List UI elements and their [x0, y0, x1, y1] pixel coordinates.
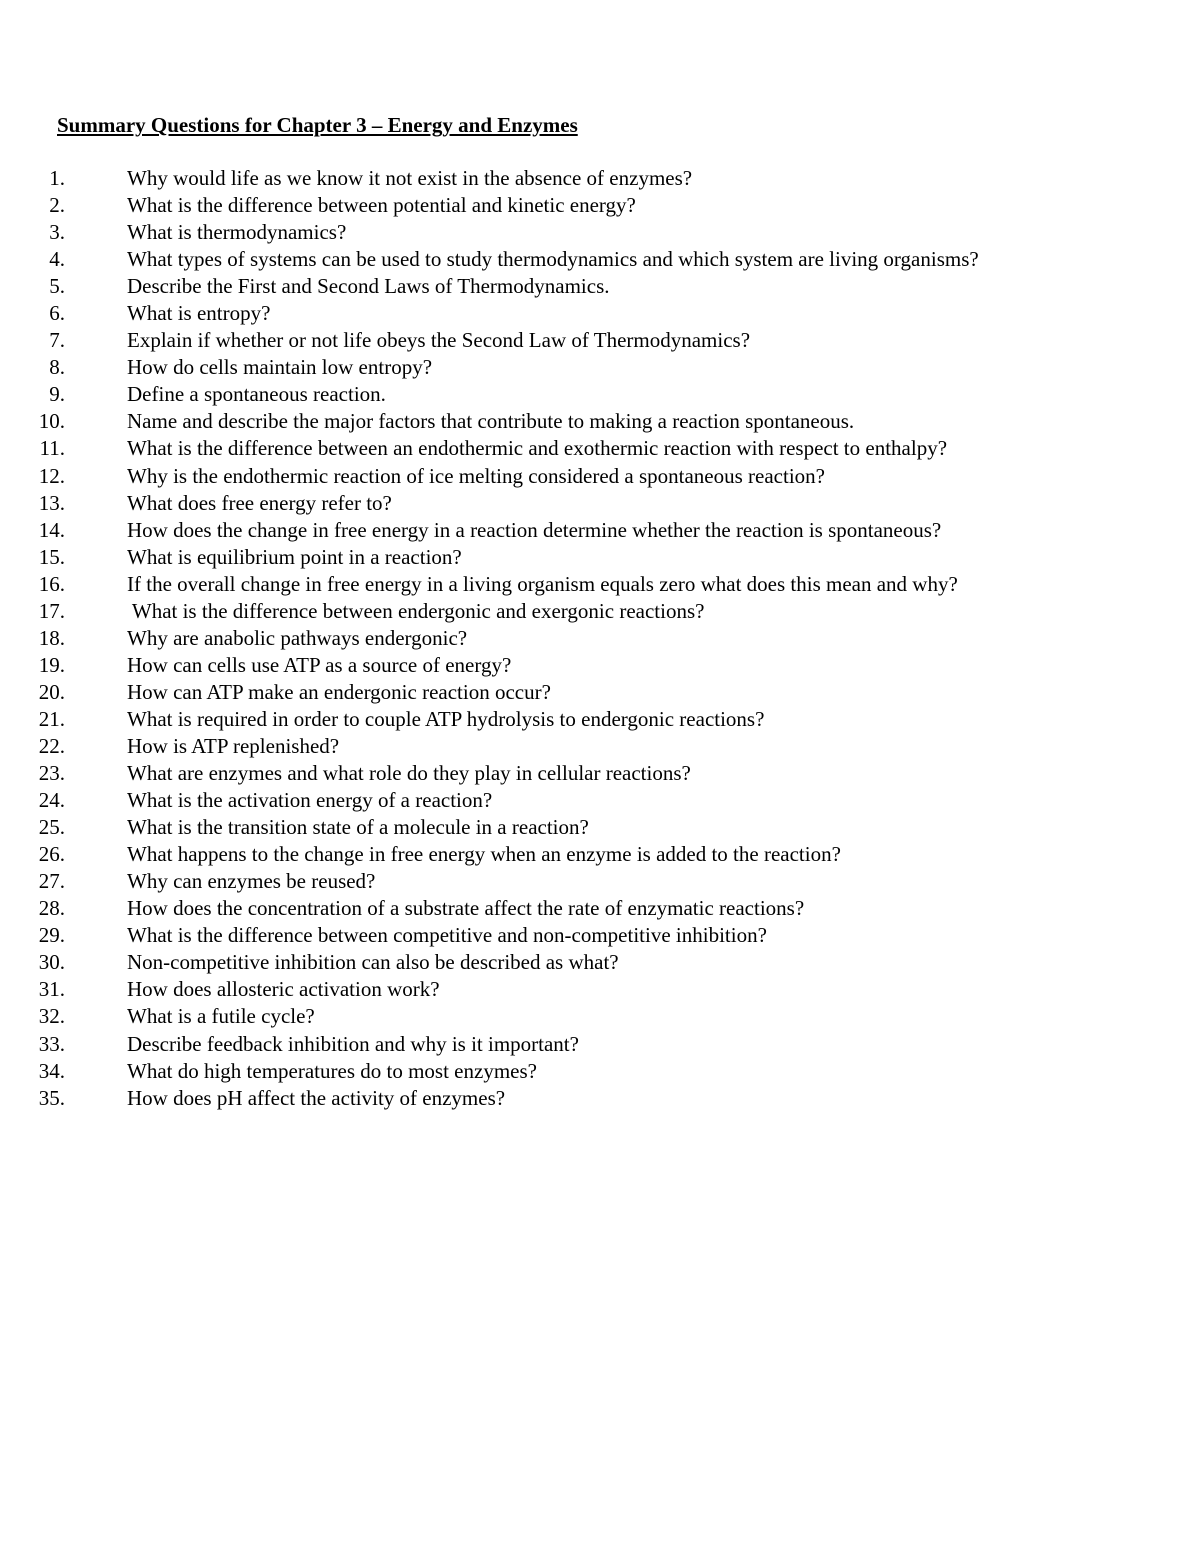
- question-number: 17.: [38, 598, 65, 623]
- question-number: 12.: [38, 463, 65, 488]
- question-text: Why would life as we know it not exist in the absence of enzymes?: [127, 166, 693, 190]
- list-item: [0, 435, 1150, 462]
- question-number: 27.: [38, 869, 65, 894]
- question-text: What is a futile cycle?: [127, 1004, 315, 1029]
- list-item: [0, 787, 1150, 814]
- list-item: [0, 354, 1150, 381]
- question-text: What is the difference between endergonic and exergonic reactions?: [127, 598, 705, 623]
- question-number: 29.: [38, 923, 65, 948]
- question-text: What is the transition state of a molecule in a reaction?: [127, 815, 589, 840]
- question-text: How does pH affect the activity of enzymes?: [127, 1085, 506, 1110]
- question-text: What happens to the change in free energy when an enzyme is added to the reaction?: [127, 842, 841, 867]
- question-text: If the overall change in free energy in a living organism equals zero what does this mean and why?: [127, 571, 958, 596]
- question-number: 15.: [38, 544, 65, 569]
- question-number: 14.: [38, 517, 65, 542]
- question-number: 10.: [38, 409, 65, 434]
- list-item: [0, 841, 1150, 868]
- list-item: [0, 598, 1150, 625]
- list-item: [0, 1058, 1150, 1085]
- list-item: [0, 976, 1150, 1003]
- list-item: [0, 517, 1150, 544]
- question-text: What is the difference between potential and kinetic energy?: [127, 193, 636, 218]
- question-number: 8.: [49, 355, 65, 380]
- question-text: How can cells use ATP as a source of energy?: [127, 652, 512, 677]
- list-item: [0, 490, 1150, 517]
- question-text: What is entropy?: [127, 301, 271, 326]
- list-item: [0, 1031, 1150, 1058]
- list-item: [0, 679, 1150, 706]
- question-number: 5.: [49, 274, 65, 299]
- list-item: [0, 408, 1150, 435]
- list-item: [0, 165, 1150, 192]
- question-text: Why can enzymes be reused?: [127, 869, 376, 894]
- question-text: What is the difference between competitive and non-competitive inhibition?: [127, 923, 767, 948]
- question-number: 1.: [49, 166, 65, 190]
- list-item: [0, 273, 1150, 300]
- list-item: [0, 463, 1150, 490]
- list-item: [0, 922, 1150, 949]
- question-number: 26.: [38, 842, 65, 867]
- question-number: 20.: [38, 679, 65, 704]
- list-item: [0, 706, 1150, 733]
- question-text: Name and describe the major factors that contribute to making a reaction spontaneous.: [127, 409, 855, 434]
- question-text: What is the activation energy of a reaction?: [127, 788, 493, 813]
- question-text: Why is the endothermic reaction of ice melting considered a spontaneous reaction?: [127, 463, 825, 488]
- question-list: [0, 165, 1150, 1112]
- question-number: 4.: [49, 247, 65, 272]
- question-text: What is required in order to couple ATP hydrolysis to endergonic reactions?: [127, 706, 765, 731]
- question-number: 13.: [38, 490, 65, 515]
- question-number: 2.: [49, 193, 65, 218]
- list-item: [0, 246, 1150, 273]
- question-number: 16.: [38, 571, 65, 596]
- list-item: [0, 192, 1150, 219]
- question-text: How is ATP replenished?: [127, 733, 340, 758]
- list-item: [0, 327, 1150, 354]
- question-text: How do cells maintain low entropy?: [127, 355, 433, 380]
- question-text: Explain if whether or not life obeys the Second Law of Thermodynamics?: [127, 328, 751, 353]
- question-text: Describe feedback inhibition and why is it important?: [127, 1031, 579, 1056]
- list-item: [0, 1085, 1150, 1112]
- question-number: 6.: [49, 301, 65, 326]
- question-text: What is equilibrium point in a reaction?: [127, 544, 462, 569]
- question-text: Non-competitive inhibition can also be described as what?: [127, 950, 619, 975]
- question-text: How does the change in free energy in a reaction determine whether the reaction is spontaneous?: [127, 517, 942, 542]
- question-number: 30.: [38, 950, 65, 975]
- question-number: 3.: [49, 220, 65, 245]
- question-number: 35.: [38, 1085, 65, 1110]
- question-number: 25.: [38, 815, 65, 840]
- question-text: What types of systems can be used to study thermodynamics and which system are living organisms?: [127, 247, 979, 272]
- question-number: 7.: [49, 328, 65, 353]
- question-text: What is thermodynamics?: [127, 220, 347, 245]
- question-number: 34.: [38, 1058, 65, 1083]
- question-number: 11.: [39, 436, 65, 461]
- question-number: 32.: [38, 1004, 65, 1029]
- list-item: [0, 571, 1150, 598]
- question-text: How does allosteric activation work?: [127, 977, 440, 1002]
- question-number: 33.: [38, 1031, 65, 1056]
- question-number: 9.: [49, 382, 65, 407]
- question-text: Why are anabolic pathways endergonic?: [127, 625, 468, 650]
- list-item: [0, 733, 1150, 760]
- question-text: Describe the First and Second Laws of Thermodynamics.: [127, 274, 610, 299]
- list-item: [0, 652, 1150, 679]
- list-item: [0, 381, 1150, 408]
- list-item: [0, 814, 1150, 841]
- list-item: [0, 949, 1150, 976]
- list-item: [0, 760, 1150, 787]
- list-item: [0, 895, 1150, 922]
- list-item: [0, 625, 1150, 652]
- document-title: Summary Questions for Chapter 3 – Energy and Enzymes: [57, 113, 578, 137]
- list-item: [0, 219, 1150, 246]
- list-item: [0, 868, 1150, 895]
- question-text: Define a spontaneous reaction.: [127, 382, 386, 407]
- question-number: 31.: [38, 977, 65, 1002]
- question-number: 24.: [38, 788, 65, 813]
- list-item: [0, 1003, 1150, 1030]
- question-text: What does free energy refer to?: [127, 490, 392, 515]
- list-item: [0, 544, 1150, 571]
- question-number: 19.: [38, 652, 65, 677]
- question-text: What do high temperatures do to most enzymes?: [127, 1058, 537, 1083]
- question-number: 28.: [38, 896, 65, 921]
- question-text: What is the difference between an endothermic and exothermic reaction with respect to enthalpy?: [127, 436, 948, 461]
- question-text: What are enzymes and what role do they play in cellular reactions?: [127, 761, 691, 786]
- question-text: How does the concentration of a substrate affect the rate of enzymatic reactions?: [127, 896, 805, 921]
- question-text: How can ATP make an endergonic reaction occur?: [127, 679, 551, 704]
- question-number: 23.: [38, 761, 65, 786]
- question-number: 21.: [38, 706, 65, 731]
- question-number: 18.: [38, 625, 65, 650]
- list-item: [0, 300, 1150, 327]
- question-number: 22.: [38, 733, 65, 758]
